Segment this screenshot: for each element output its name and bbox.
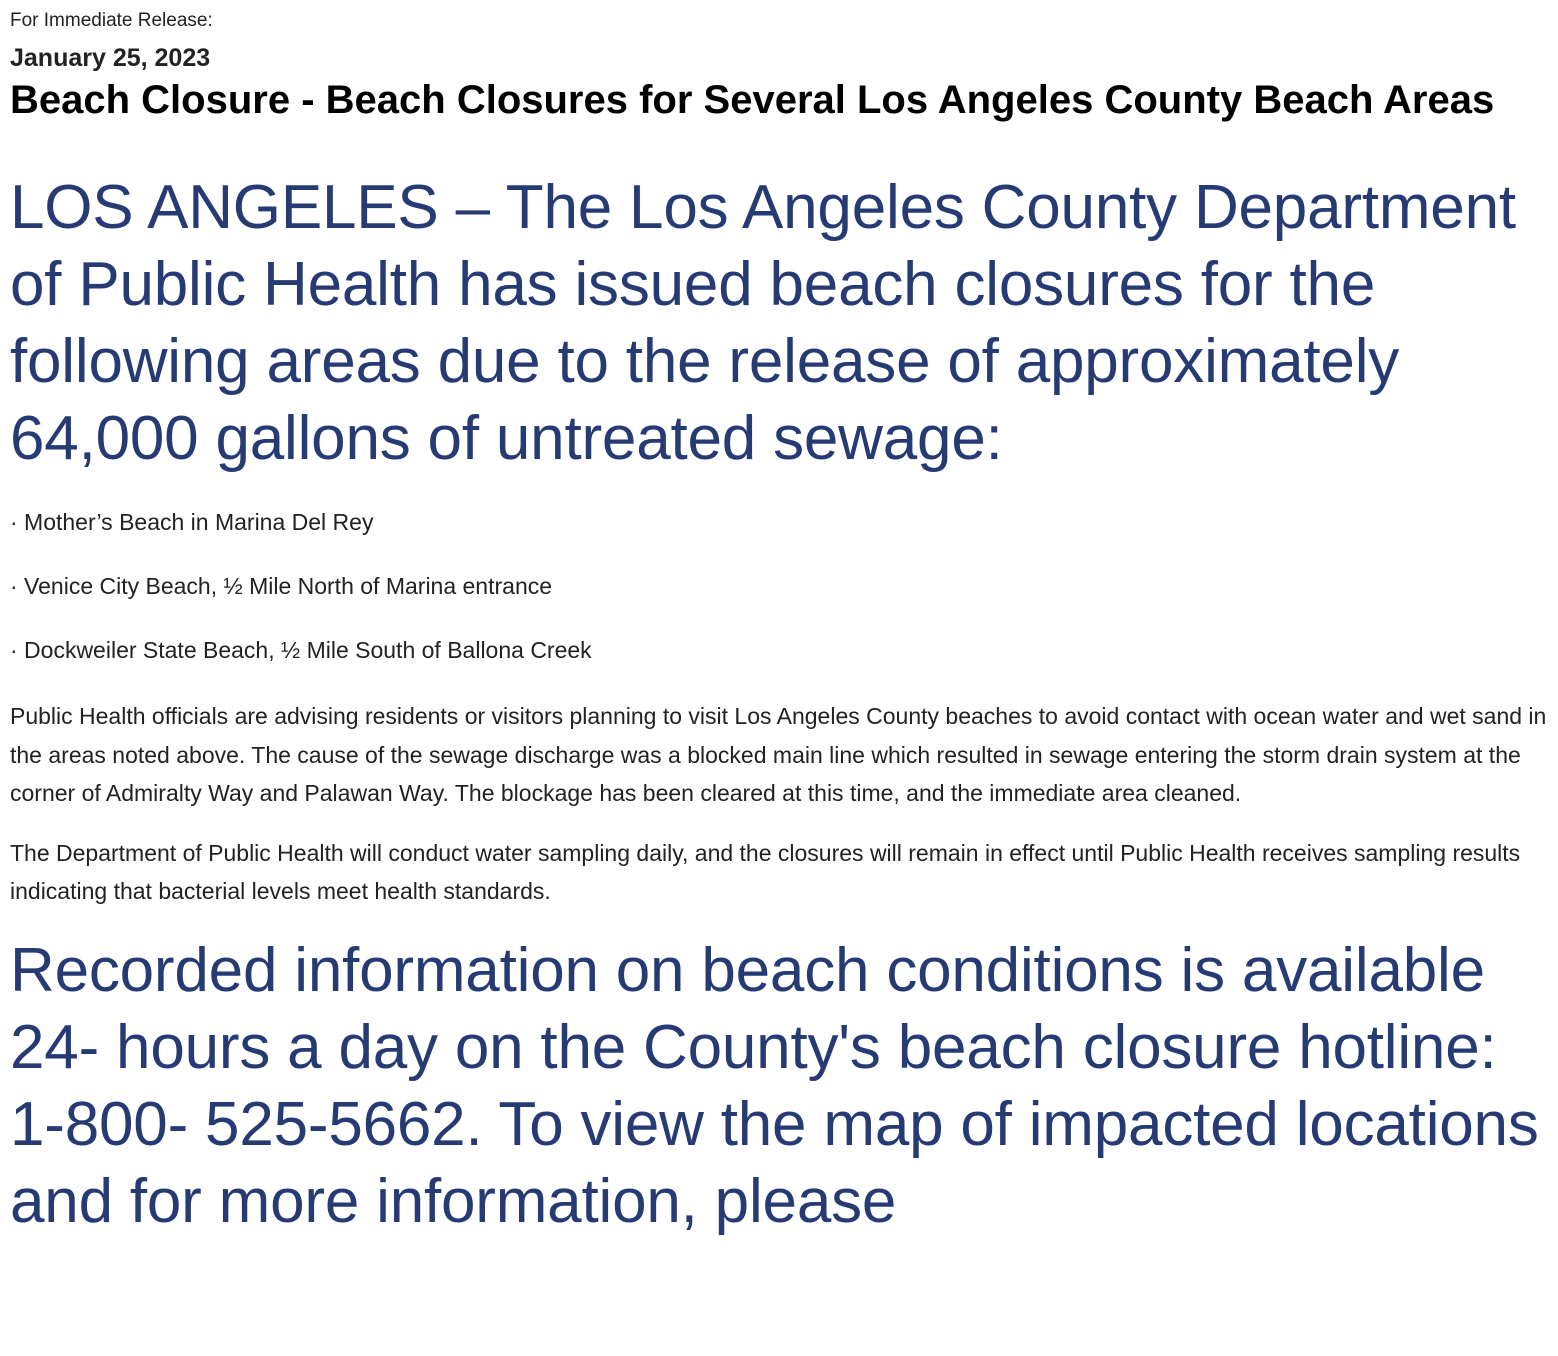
closure-item: · Dockweiler State Beach, ½ Mile South of Ballona Creek	[10, 637, 592, 663]
advisory-paragraph: Public Health officials are advising residents or visitors planning to visit Los Angeles County beaches to avoid contact with ocean water and wet sand in the areas noted above. The cause of the sewage discharge was a blocked main line which resulted in sewage entering the storm drain system at the corner of Admiralty Way and Palawan Way. The blockage has been cleared at this time, and the immediate area cleaned.	[10, 703, 1547, 806]
lead-paragraph: LOS ANGELES – The Los Angeles County Department of Public Health has issued beach closures for the following areas due to the release of approximately 64,000 gallons of untreated sewage:	[10, 173, 1516, 473]
closure-list	[10, 507, 1548, 665]
release-date: January 25, 2023	[10, 44, 211, 72]
headline: Beach Closure - Beach Closures for Several Los Angeles County Beach Areas	[10, 78, 1495, 122]
release-label: For Immediate Release:	[10, 10, 213, 31]
hotline-paragraph: Recorded information on beach conditions is available 24- hours a day on the County's beach closure hotline: 1-800- 525-5662. To view the map of impacted locations and for more information, please	[10, 935, 1539, 1236]
press-release	[10, 0, 1548, 1240]
sampling-paragraph: The Department of Public Health will conduct water sampling daily, and the closures will remain in effect until Public Health receives sampling results indicating that bacterial levels meet health standards.	[10, 839, 1521, 904]
closure-item: · Venice City Beach, ½ Mile North of Marina entrance	[10, 573, 553, 599]
closure-item: · Mother’s Beach in Marina Del Rey	[10, 509, 374, 535]
